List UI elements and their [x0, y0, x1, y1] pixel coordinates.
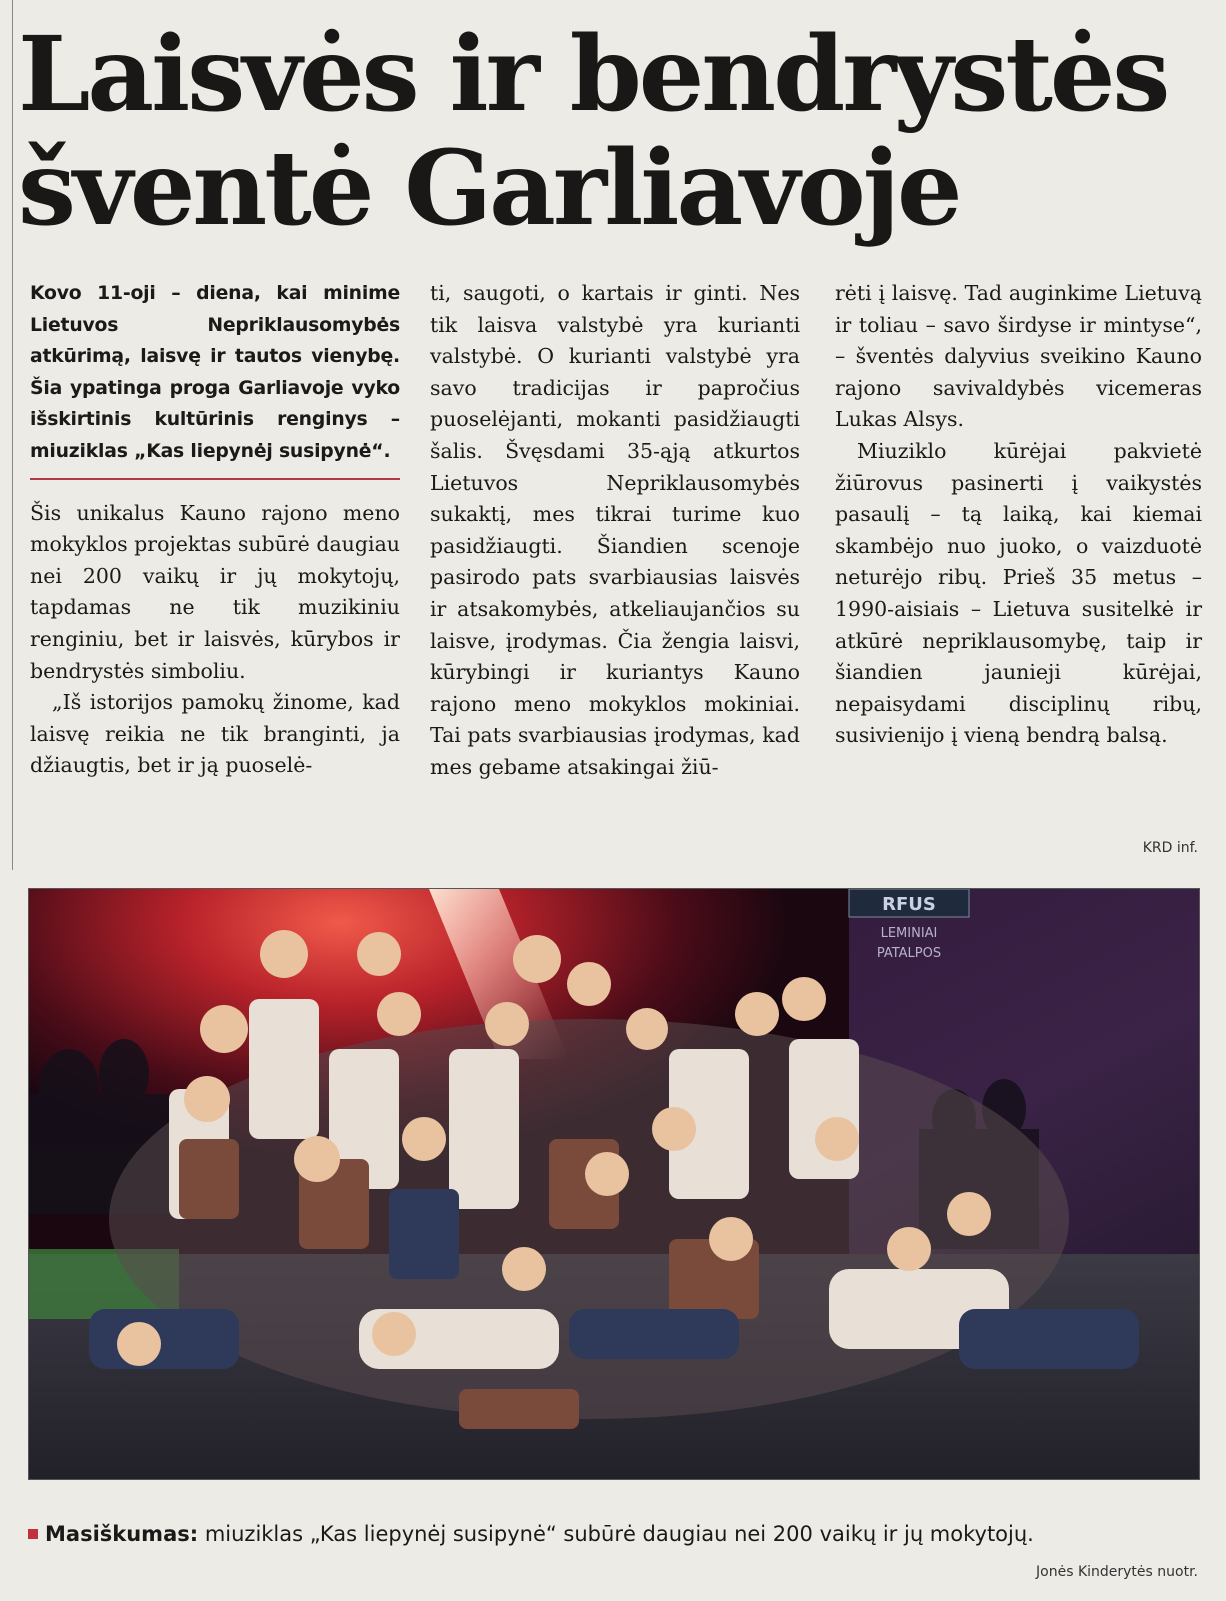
body-paragraph-1: Šis unikalus Kauno rajono meno mokyklos projektas subūrė daugiau nei 200 vaikų ir jų mokytojų, tapdamas ne tik muzikiniu renginiu, bet ir laisvės, kūrybos ir bendrystės simboliu.: [30, 500, 400, 683]
caption-label: Masiškumas:: [45, 1522, 199, 1546]
stage-sign-line-3: PATALPOS: [876, 946, 942, 961]
article-headline: [18, 14, 1218, 249]
headline-line-2: šventė Garliavoje: [18, 128, 960, 249]
lead-divider: [30, 478, 400, 480]
stage-sign-line-1: RFUS: [882, 894, 936, 915]
article-column-1: [30, 278, 400, 782]
headline-line-1: Laisvės ir bendrystės: [18, 14, 1168, 135]
text-credit: KRD inf.: [1142, 840, 1198, 856]
caption-marker: [28, 1529, 38, 1539]
body-paragraph-3: ti, saugoti, o kartais ir ginti. Nes tik laisva valstybė yra kurianti valstybė. O kurianti valstybė yra savo tradicijas ir papročius puoselėjanti, mokanti pasidžiaugti šalis. Švęsdami 35-ąją atkurtos Lietuvos Nepriklausomybės sukaktį, mes tikrai turime kuo pasidžiaugti. Šiandien scenoje pasirodo pats svarbiausias laisvės ir atsakomybės, atkeliaujančios su laisve, įrodymas. Čia žengia laisvi, kūrybingi ir kuriantys Kauno rajono meno mokyklos mokiniai. Tai pats svarbiausias įrodymas, kad mes gebame atsakingai žiū-: [430, 281, 800, 779]
photo-caption: [28, 1522, 1208, 1546]
article-column-3: [835, 278, 1202, 752]
stage-sign-line-2: LEMINIAI: [880, 926, 938, 941]
article-lead: Kovo 11-oji – diena, kai minime Lietuvos Nepriklausomybės atkūrimą, laisvę ir tautos vienybę. Šia ypatinga proga Garliavoje vyko išskirtinis kultūrinis renginys – miuziklas „Kas liepynėj susipynė“.: [30, 283, 400, 462]
left-column-rule: [12, 0, 13, 870]
article-photo: [28, 888, 1200, 1480]
body-paragraph-4: rėti į laisvę. Tad auginkime Lietuvą ir toliau – savo širdyse ir mintyse“, – šventės dalyvius sveikino Kauno rajono savivaldybės vicemeras Lukas Alsys.: [835, 281, 1202, 432]
body-paragraph-5: Miuziklo kūrėjai pakvietė žiūrovus pasinerti į vaikystės pasaulį – tą laiką, kai kiemai skambėjo nuo juoko, o vaizduotė neturėjo ribų. Prieš 35 metus – 1990-aisiais – Lietuva susitelkė ir atkūrė nepriklausomybę, taip ir šiandien jaunieji kūrėjai, nepaisydami disciplinų ribų, susivienijo į vieną bendrą balsą.: [835, 438, 1202, 748]
photo-credit: Jonės Kinderytės nuotr.: [1036, 1564, 1198, 1580]
caption-text: miuziklas „Kas liepynėj susipynė“ subūrė daugiau nei 200 vaikų ir jų mokytojų.: [198, 1522, 1034, 1546]
body-paragraph-2: „Iš istorijos pamokų žinome, kad laisvę reikia ne tik branginti, ja džiaugtis, bet ir ją puoselė-: [30, 690, 400, 778]
article-column-2: [430, 278, 800, 784]
